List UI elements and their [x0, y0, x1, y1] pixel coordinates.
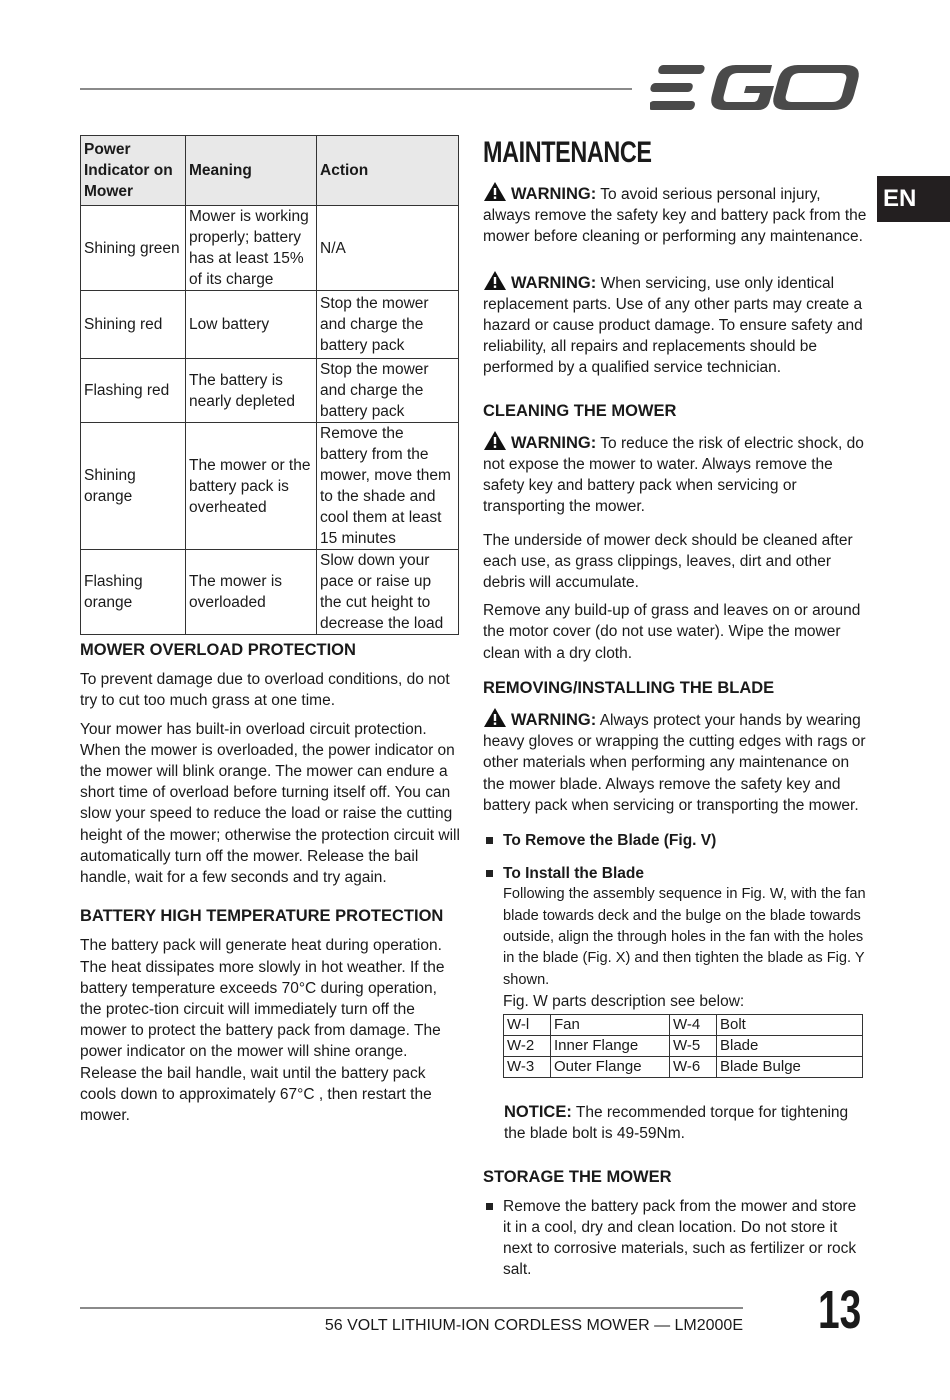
install-blade-text: Following the assembly sequence in Fig. W, with the fan blade towards deck and the bulge on the blade towards outside, align the through holes in the fan with the holes in the blade (Fig. X) and then tighten the blade as Fig. Y shown. [503, 886, 866, 988]
indicator-cell: Flashing orange [81, 550, 186, 635]
action-cell: N/A [317, 206, 459, 291]
warning-text: To reduce the risk of electric shock, do not expose the mower to water. Always remove the safety key and battery pack when servicing or transporting the mower. [483, 434, 864, 516]
maintenance-title: MAINTENANCE [483, 136, 652, 169]
warning-block [483, 181, 868, 248]
warning-block [483, 430, 868, 518]
install-blade-title: To Install the Blade [503, 865, 644, 883]
indicator-cell: Shining red [81, 291, 186, 359]
warning-text: When servicing, use only identical replacement parts. Use of any other parts may create a hazard or cause product damage. To ensure safety and reliability, all repairs and replacements should be performed by a qualified service technician. [483, 274, 863, 377]
blade-heading: REMOVING/INSTALLING THE BLADE [483, 678, 775, 697]
action-cell: Stop the mower and charge the battery pack [317, 359, 459, 423]
action-cell: Stop the mower and charge the battery pack [317, 291, 459, 359]
part-name: Blade [717, 1036, 863, 1057]
footer-rule [80, 1307, 743, 1309]
warning-triangle-icon [483, 430, 507, 451]
table-header-row [81, 136, 459, 206]
warning-block [483, 270, 868, 379]
power-indicator-table [80, 135, 459, 635]
meaning-cell: The battery is nearly depleted [186, 359, 317, 423]
part-code: W-3 [504, 1057, 551, 1078]
overload-heading: MOWER OVERLOAD PROTECTION [80, 641, 356, 659]
footer-title: 56 VOLT LITHIUM-ION CORDLESS MOWER — LM2000E [324, 1317, 743, 1334]
action-cell: Remove the battery from the mower, move them to the shade and cool them at least 15 minutes [317, 423, 459, 550]
table-row [81, 359, 459, 423]
high-temp-paragraph: The battery pack will generate heat during operation. The heat dissipates more slowly in hot weather. If the battery temperature exceeds 70°C during operation, the protec-tion circuit will immediately turn off the mower to protect the battery pack from damage. The power indicator on the mower will shine orange. Release the bail handle, wait until the battery pack cools down to approximately 67°C , then restart the mower. [80, 937, 445, 1125]
overload-paragraph-2: Your mower has built-in overload circuit protection. When the mower is overloaded, the power indicator on the mower will blink orange. The mower can endure a short time of overload before turning itself off. You can slow your speed to reduce the load or raise the cutting height of the mower; otherwise the protection circuit will automatically turn off the mower. Release the bail handle, wait for a few seconds and try again. [80, 720, 460, 887]
table-row [81, 291, 459, 359]
notice-text: The recommended torque for tightening the blade bolt is 49-59Nm. [504, 1104, 849, 1143]
bullet-icon [486, 870, 493, 877]
warning-triangle-icon [483, 270, 507, 291]
cleaning-paragraph-1: The underside of mower deck should be cleaned after each use, as grass clippings, leaves, dirt and other debris will accumulate. [483, 531, 853, 592]
overload-paragraph-1: To prevent damage due to overload conditions, do not try to cut too much grass at one time. [80, 671, 450, 710]
table-row [81, 550, 459, 635]
table-row [81, 206, 459, 291]
warning-label: WARNING: [511, 711, 597, 730]
language-tab: EN [877, 176, 950, 222]
list-item [483, 830, 868, 851]
warning-text: To avoid serious personal injury, always remove the safety key and battery pack from the mower before cleaning or performing any maintenance. [483, 186, 867, 246]
warning-triangle-icon [483, 181, 507, 202]
indicator-cell: Shining orange [81, 423, 186, 550]
warning-label: WARNING: [511, 185, 597, 203]
warning-block [483, 707, 868, 816]
warning-label: WARNING: [511, 433, 597, 452]
right-column [483, 135, 868, 1293]
part-code: W-2 [504, 1036, 551, 1057]
table-row [504, 1057, 863, 1078]
header-power-indicator: Power Indicator on Mower [81, 136, 186, 206]
bullet-icon [486, 837, 493, 844]
part-name: Inner Flange [551, 1036, 670, 1057]
notice-label: NOTICE: [504, 1103, 572, 1122]
warning-text: Always protect your hands by wearing heavy gloves or wrapping the cutting edges with rags or other materials when performing any maintenance on the mower blade. Always remove the safety key and battery pack when servicing or transporting the mower. [483, 712, 866, 814]
header-rule [80, 88, 632, 90]
high-temp-heading: BATTERY HIGH TEMPERATURE PROTECTION [80, 907, 444, 926]
bullet-icon [486, 1203, 493, 1210]
header-meaning: Meaning [186, 136, 317, 206]
list-item [483, 863, 868, 1078]
parts-intro: Fig. W parts description see below: [503, 992, 745, 1010]
part-name: Bolt [717, 1015, 863, 1036]
storage-text: Remove the battery pack from the mower and store it in a cool, dry and clean location. Do not store it next to corrosive materials, such as fertilizer or rock salt. [503, 1197, 857, 1279]
part-code: W-5 [670, 1036, 717, 1057]
warning-triangle-icon [483, 707, 507, 728]
meaning-cell: Mower is working properly; battery has at least 15% of its charge [186, 206, 317, 291]
part-code: W-4 [670, 1015, 717, 1036]
action-cell: Slow down your pace or raise up the cut height to decrease the load [317, 550, 459, 635]
cleaning-heading: CLEANING THE MOWER [483, 401, 677, 420]
ego-logo [650, 62, 862, 114]
warning-label: WARNING: [511, 273, 597, 292]
storage-heading: STORAGE THE MOWER [483, 1167, 672, 1186]
page-number: 13 [818, 1280, 862, 1340]
list-item [483, 1196, 868, 1281]
part-name: Fan [551, 1015, 670, 1036]
header-action: Action [317, 136, 459, 206]
left-column [80, 640, 462, 1133]
meaning-cell: The mower is overloaded [186, 550, 317, 635]
part-code: W-l [504, 1015, 551, 1036]
meaning-cell: Low battery [186, 291, 317, 359]
table-row [504, 1015, 863, 1036]
indicator-cell: Flashing red [81, 359, 186, 423]
cleaning-paragraph-2: Remove any build-up of grass and leaves on or around the motor cover (do not use water). Wipe the mower clean with a dry cloth. [483, 602, 861, 662]
part-code: W-6 [670, 1057, 717, 1078]
table-row [81, 423, 459, 550]
table-row [504, 1036, 863, 1057]
notice-block [483, 1102, 868, 1144]
indicator-cell: Shining green [81, 206, 186, 291]
part-name: Blade Bulge [717, 1057, 863, 1078]
remove-blade-title: To Remove the Blade (Fig. V) [503, 832, 717, 850]
meaning-cell: The mower or the battery pack is overheated [186, 423, 317, 550]
part-name: Outer Flange [551, 1057, 670, 1078]
parts-table [503, 1014, 863, 1078]
